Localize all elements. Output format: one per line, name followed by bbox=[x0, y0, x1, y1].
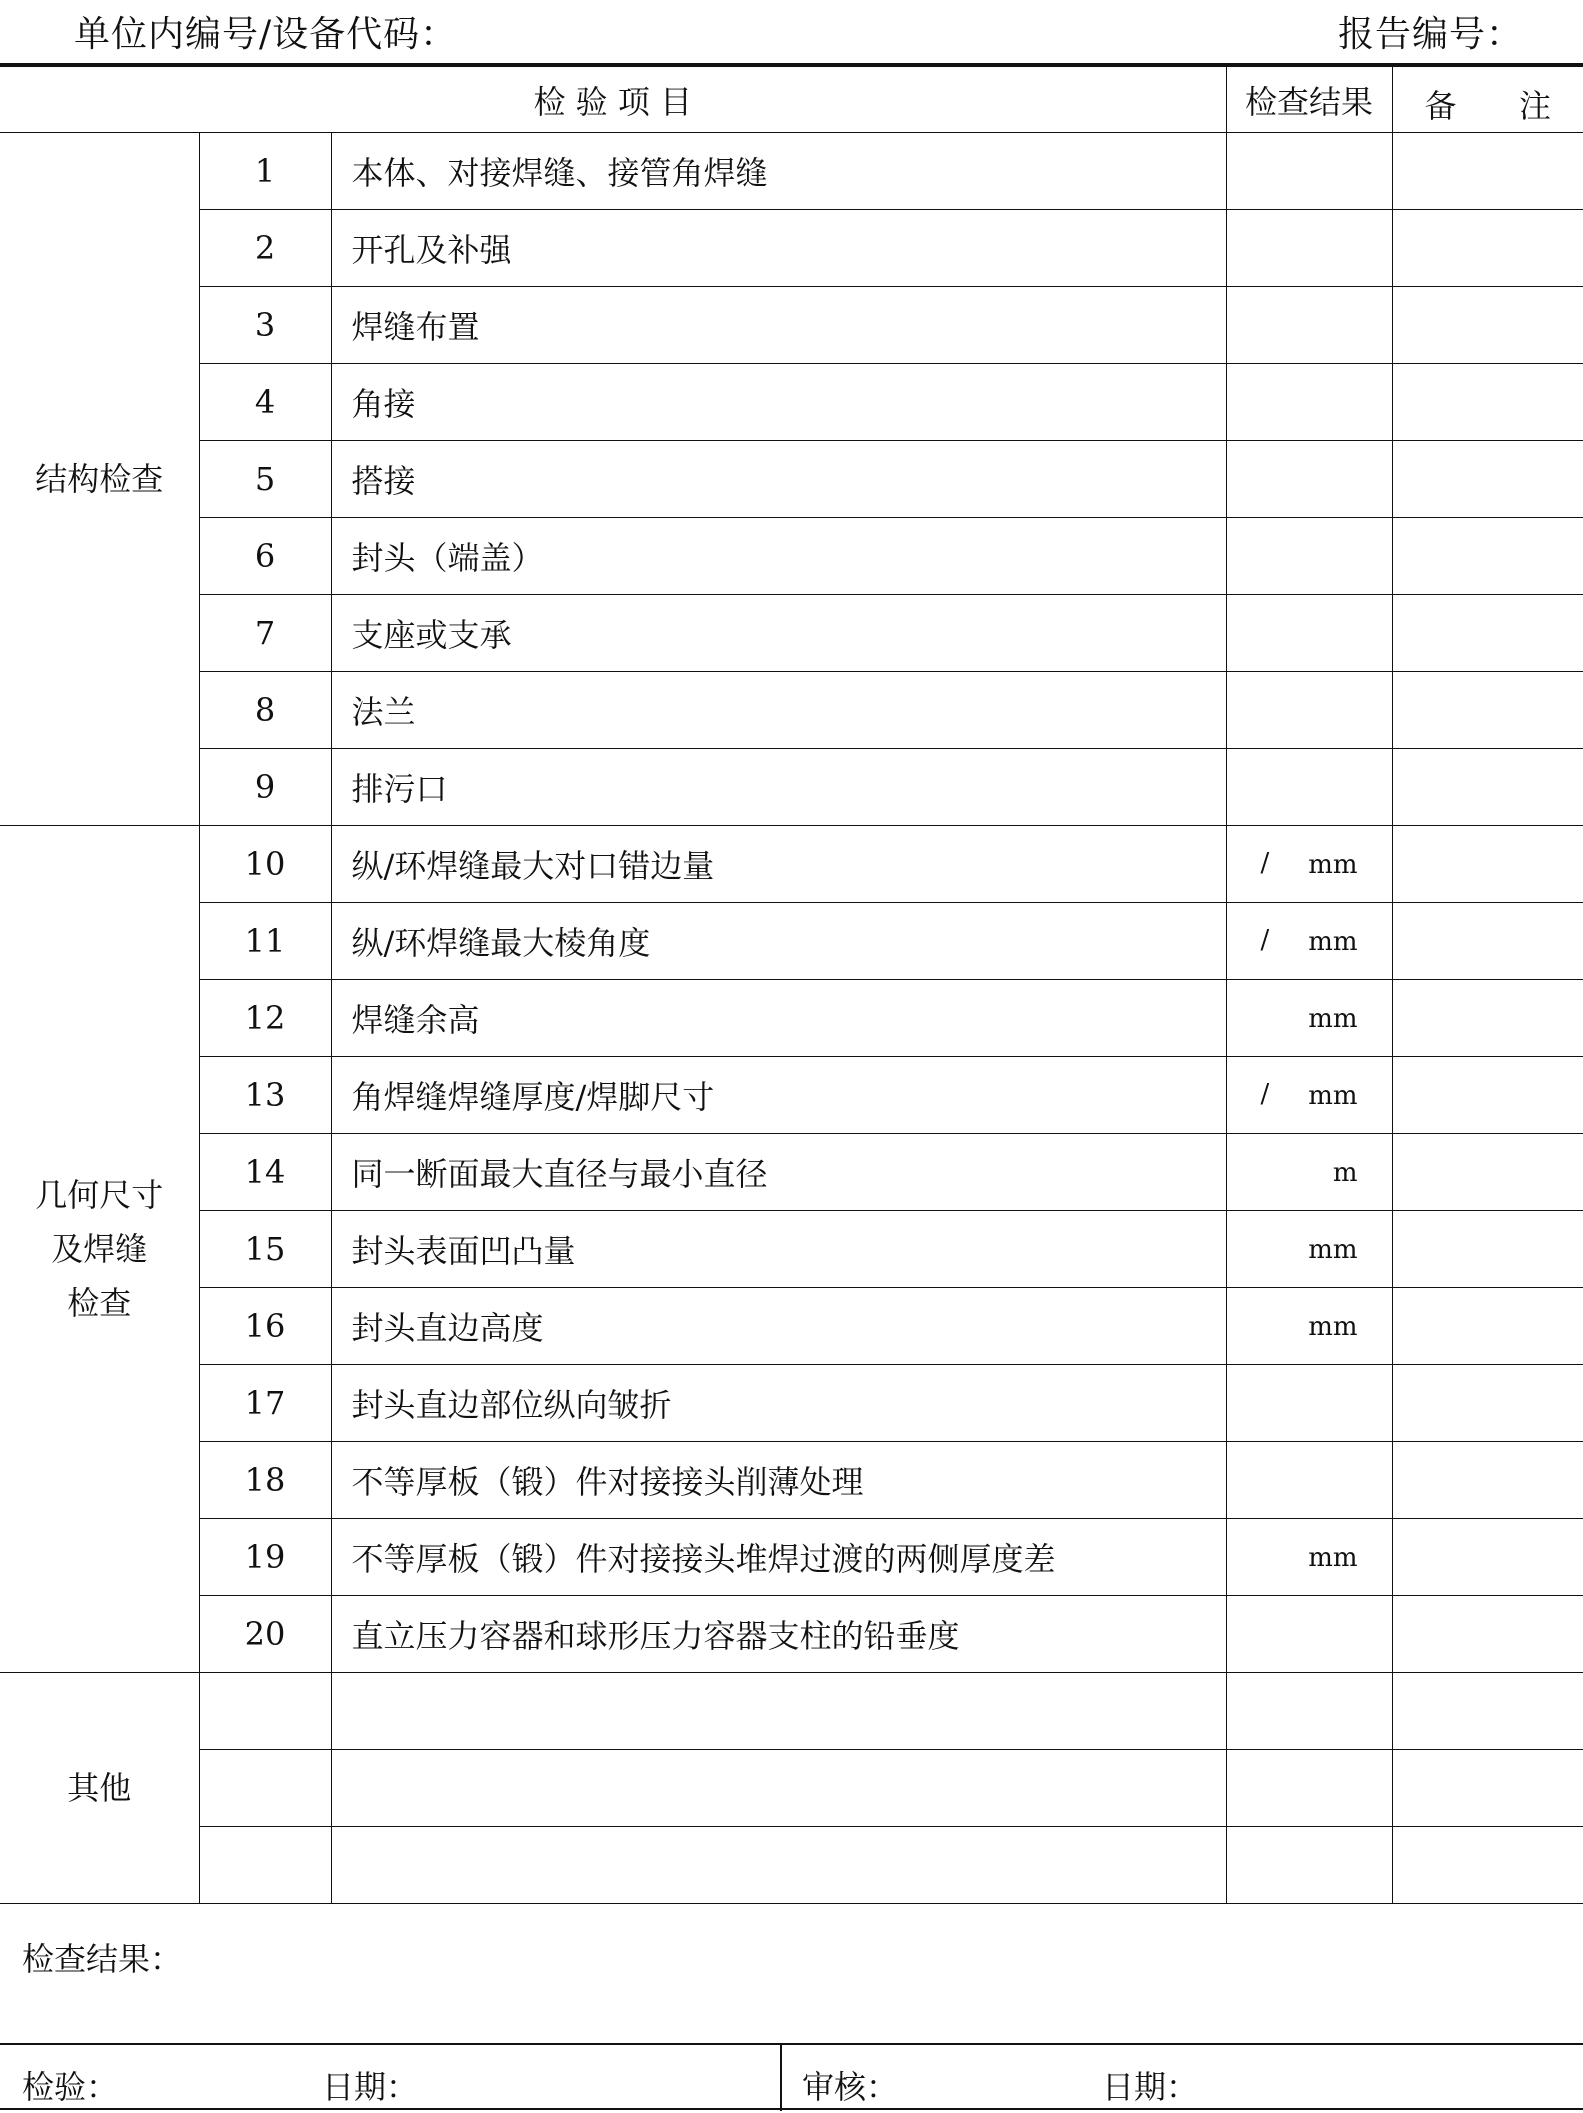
remark-cell[interactable] bbox=[1392, 1365, 1583, 1442]
result-unit: mm bbox=[1308, 1543, 1358, 1573]
remark-cell[interactable] bbox=[1392, 1596, 1583, 1673]
table-row-other bbox=[0, 1750, 1583, 1827]
remark-cell[interactable] bbox=[1392, 672, 1583, 749]
row-item: 搭接 bbox=[331, 441, 1226, 518]
result-cell[interactable] bbox=[1226, 1057, 1392, 1134]
result-cell[interactable] bbox=[1226, 1596, 1392, 1673]
reviewer-label: 审核： bbox=[802, 2068, 899, 2106]
unit-code-label: 单位内编号/设备代码： bbox=[74, 14, 458, 55]
summary-label: 检查结果： bbox=[22, 1940, 183, 1978]
table-row bbox=[0, 1519, 1583, 1596]
result-cell[interactable] bbox=[1226, 133, 1392, 210]
row-number: 16 bbox=[199, 1288, 331, 1365]
table-row-other bbox=[0, 1827, 1583, 1904]
result-unit: mm bbox=[1308, 1235, 1358, 1265]
row-item: 焊缝余高 bbox=[331, 980, 1226, 1057]
remark-cell[interactable] bbox=[1392, 980, 1583, 1057]
table-header-row bbox=[0, 67, 1583, 133]
section-geometry bbox=[0, 826, 199, 1673]
result-unit: m bbox=[1332, 1158, 1358, 1188]
table-row bbox=[0, 1288, 1583, 1365]
result-cell[interactable] bbox=[1226, 364, 1392, 441]
row-item: 封头直边部位纵向皱折 bbox=[331, 1365, 1226, 1442]
row-item: 封头（端盖） bbox=[331, 518, 1226, 595]
row-item: 不等厚板（锻）件对接接头削薄处理 bbox=[331, 1442, 1226, 1519]
row-item-empty[interactable] bbox=[331, 1827, 1226, 1904]
row-item: 法兰 bbox=[331, 672, 1226, 749]
remark-cell[interactable] bbox=[1392, 1442, 1583, 1519]
remark-cell[interactable] bbox=[1392, 1827, 1583, 1904]
review-date-label: 日期： bbox=[1102, 2068, 1199, 2106]
result-cell[interactable] bbox=[1226, 980, 1392, 1057]
remark-cell[interactable] bbox=[1392, 1673, 1583, 1750]
row-number: 15 bbox=[199, 1211, 331, 1288]
form-header bbox=[0, 0, 1583, 66]
remark-cell[interactable] bbox=[1392, 518, 1583, 595]
row-item: 直立压力容器和球形压力容器支柱的铅垂度 bbox=[331, 1596, 1226, 1673]
section-geometry-line: 几何尺寸 bbox=[35, 1176, 164, 1214]
remark-cell[interactable] bbox=[1392, 1211, 1583, 1288]
result-cell[interactable] bbox=[1226, 826, 1392, 903]
row-number-empty[interactable] bbox=[199, 1750, 331, 1827]
table-row bbox=[0, 1442, 1583, 1519]
table-row bbox=[0, 980, 1583, 1057]
result-slash: / bbox=[1260, 925, 1270, 955]
result-cell[interactable] bbox=[1226, 1365, 1392, 1442]
row-item: 本体、对接焊缝、接管角焊缝 bbox=[331, 133, 1226, 210]
result-cell[interactable] bbox=[1226, 1519, 1392, 1596]
report-no-label: 报告编号： bbox=[1338, 14, 1524, 55]
table-row bbox=[0, 1134, 1583, 1211]
result-slash: / bbox=[1260, 848, 1270, 878]
table-row bbox=[0, 210, 1583, 287]
result-cell[interactable] bbox=[1226, 1442, 1392, 1519]
result-unit: mm bbox=[1308, 850, 1358, 880]
result-cell[interactable] bbox=[1226, 518, 1392, 595]
result-cell[interactable] bbox=[1226, 1673, 1392, 1750]
row-number: 19 bbox=[199, 1519, 331, 1596]
remark-cell[interactable] bbox=[1392, 210, 1583, 287]
section-geometry-line: 检查 bbox=[67, 1284, 132, 1322]
result-cell[interactable] bbox=[1226, 1211, 1392, 1288]
row-item: 角焊缝焊缝厚度/焊脚尺寸 bbox=[331, 1057, 1226, 1134]
table-row bbox=[0, 1596, 1583, 1673]
remark-cell[interactable] bbox=[1392, 1288, 1583, 1365]
row-number: 14 bbox=[199, 1134, 331, 1211]
row-item: 角接 bbox=[331, 364, 1226, 441]
result-unit: mm bbox=[1308, 1312, 1358, 1342]
row-item: 封头表面凹凸量 bbox=[331, 1211, 1226, 1288]
section-geometry-line: 及焊缝 bbox=[51, 1230, 148, 1268]
row-item: 不等厚板（锻）件对接接头堆焊过渡的两侧厚度差 bbox=[331, 1519, 1226, 1596]
column-header-item: 检 验 项 目 bbox=[0, 67, 1226, 133]
table-row bbox=[0, 518, 1583, 595]
row-number: 11 bbox=[199, 903, 331, 980]
row-item-empty[interactable] bbox=[331, 1673, 1226, 1750]
table-row bbox=[0, 826, 1583, 903]
row-item: 开孔及补强 bbox=[331, 210, 1226, 287]
result-cell[interactable] bbox=[1226, 1750, 1392, 1827]
table-row bbox=[0, 441, 1583, 518]
table-row bbox=[0, 595, 1583, 672]
row-number: 17 bbox=[199, 1365, 331, 1442]
footer-bottom-rule bbox=[0, 2108, 1583, 2110]
table-row-other bbox=[0, 1673, 1583, 1750]
inspector-label: 检验： bbox=[22, 2068, 119, 2106]
footer-divider bbox=[780, 2043, 782, 2111]
table-row bbox=[0, 133, 1583, 210]
remark-char-2: 注 bbox=[1518, 87, 1551, 125]
inspection-table bbox=[0, 66, 1583, 1904]
footer-top-rule bbox=[0, 2043, 1583, 2045]
row-item: 支座或支承 bbox=[331, 595, 1226, 672]
inspect-date-label: 日期： bbox=[322, 2068, 419, 2106]
row-number: 20 bbox=[199, 1596, 331, 1673]
row-number-empty[interactable] bbox=[199, 1673, 331, 1750]
row-number: 4 bbox=[199, 364, 331, 441]
table-row bbox=[0, 1211, 1583, 1288]
row-number: 1 bbox=[199, 133, 331, 210]
table-row bbox=[0, 364, 1583, 441]
remark-cell[interactable] bbox=[1392, 1057, 1583, 1134]
row-number: 5 bbox=[199, 441, 331, 518]
table-row bbox=[0, 1365, 1583, 1442]
remark-cell[interactable] bbox=[1392, 1519, 1583, 1596]
result-cell[interactable] bbox=[1226, 749, 1392, 826]
remark-cell[interactable] bbox=[1392, 749, 1583, 826]
row-number: 9 bbox=[199, 749, 331, 826]
result-cell[interactable] bbox=[1226, 1134, 1392, 1211]
result-unit: mm bbox=[1308, 1004, 1358, 1034]
row-item: 纵/环焊缝最大对口错边量 bbox=[331, 826, 1226, 903]
row-number: 6 bbox=[199, 518, 331, 595]
row-item: 纵/环焊缝最大棱角度 bbox=[331, 903, 1226, 980]
row-item: 排污口 bbox=[331, 749, 1226, 826]
row-number: 2 bbox=[199, 210, 331, 287]
row-number: 10 bbox=[199, 826, 331, 903]
result-cell[interactable] bbox=[1226, 287, 1392, 364]
remark-cell[interactable] bbox=[1392, 441, 1583, 518]
row-item: 同一断面最大直径与最小直径 bbox=[331, 1134, 1226, 1211]
section-other: 其他 bbox=[0, 1673, 199, 1904]
remark-cell[interactable] bbox=[1392, 903, 1583, 980]
result-slash: / bbox=[1260, 1079, 1270, 1109]
remark-char-1: 备 bbox=[1424, 87, 1457, 125]
remark-cell[interactable] bbox=[1392, 287, 1583, 364]
result-cell[interactable] bbox=[1226, 441, 1392, 518]
row-number: 12 bbox=[199, 980, 331, 1057]
result-cell[interactable] bbox=[1226, 903, 1392, 980]
remark-cell[interactable] bbox=[1392, 364, 1583, 441]
remark-cell[interactable] bbox=[1392, 1134, 1583, 1211]
column-header-remark bbox=[1392, 67, 1583, 133]
result-unit: mm bbox=[1308, 927, 1358, 957]
row-number: 7 bbox=[199, 595, 331, 672]
result-cell[interactable] bbox=[1226, 595, 1392, 672]
remark-cell[interactable] bbox=[1392, 133, 1583, 210]
row-number: 18 bbox=[199, 1442, 331, 1519]
remark-cell[interactable] bbox=[1392, 595, 1583, 672]
column-header-result: 检查结果 bbox=[1226, 67, 1392, 133]
result-cell[interactable] bbox=[1226, 1288, 1392, 1365]
remark-cell[interactable] bbox=[1392, 1750, 1583, 1827]
row-item: 焊缝布置 bbox=[331, 287, 1226, 364]
table-row bbox=[0, 903, 1583, 980]
row-number-empty[interactable] bbox=[199, 1827, 331, 1904]
row-number: 13 bbox=[199, 1057, 331, 1134]
table-row bbox=[0, 287, 1583, 364]
table-row bbox=[0, 672, 1583, 749]
row-number: 3 bbox=[199, 287, 331, 364]
result-cell[interactable] bbox=[1226, 672, 1392, 749]
row-item: 封头直边高度 bbox=[331, 1288, 1226, 1365]
result-cell[interactable] bbox=[1226, 1827, 1392, 1904]
section-structure: 结构检查 bbox=[0, 133, 199, 826]
result-unit: mm bbox=[1308, 1081, 1358, 1111]
result-cell[interactable] bbox=[1226, 210, 1392, 287]
row-number: 8 bbox=[199, 672, 331, 749]
row-item-empty[interactable] bbox=[331, 1750, 1226, 1827]
remark-cell[interactable] bbox=[1392, 826, 1583, 903]
table-row bbox=[0, 1057, 1583, 1134]
table-row bbox=[0, 749, 1583, 826]
